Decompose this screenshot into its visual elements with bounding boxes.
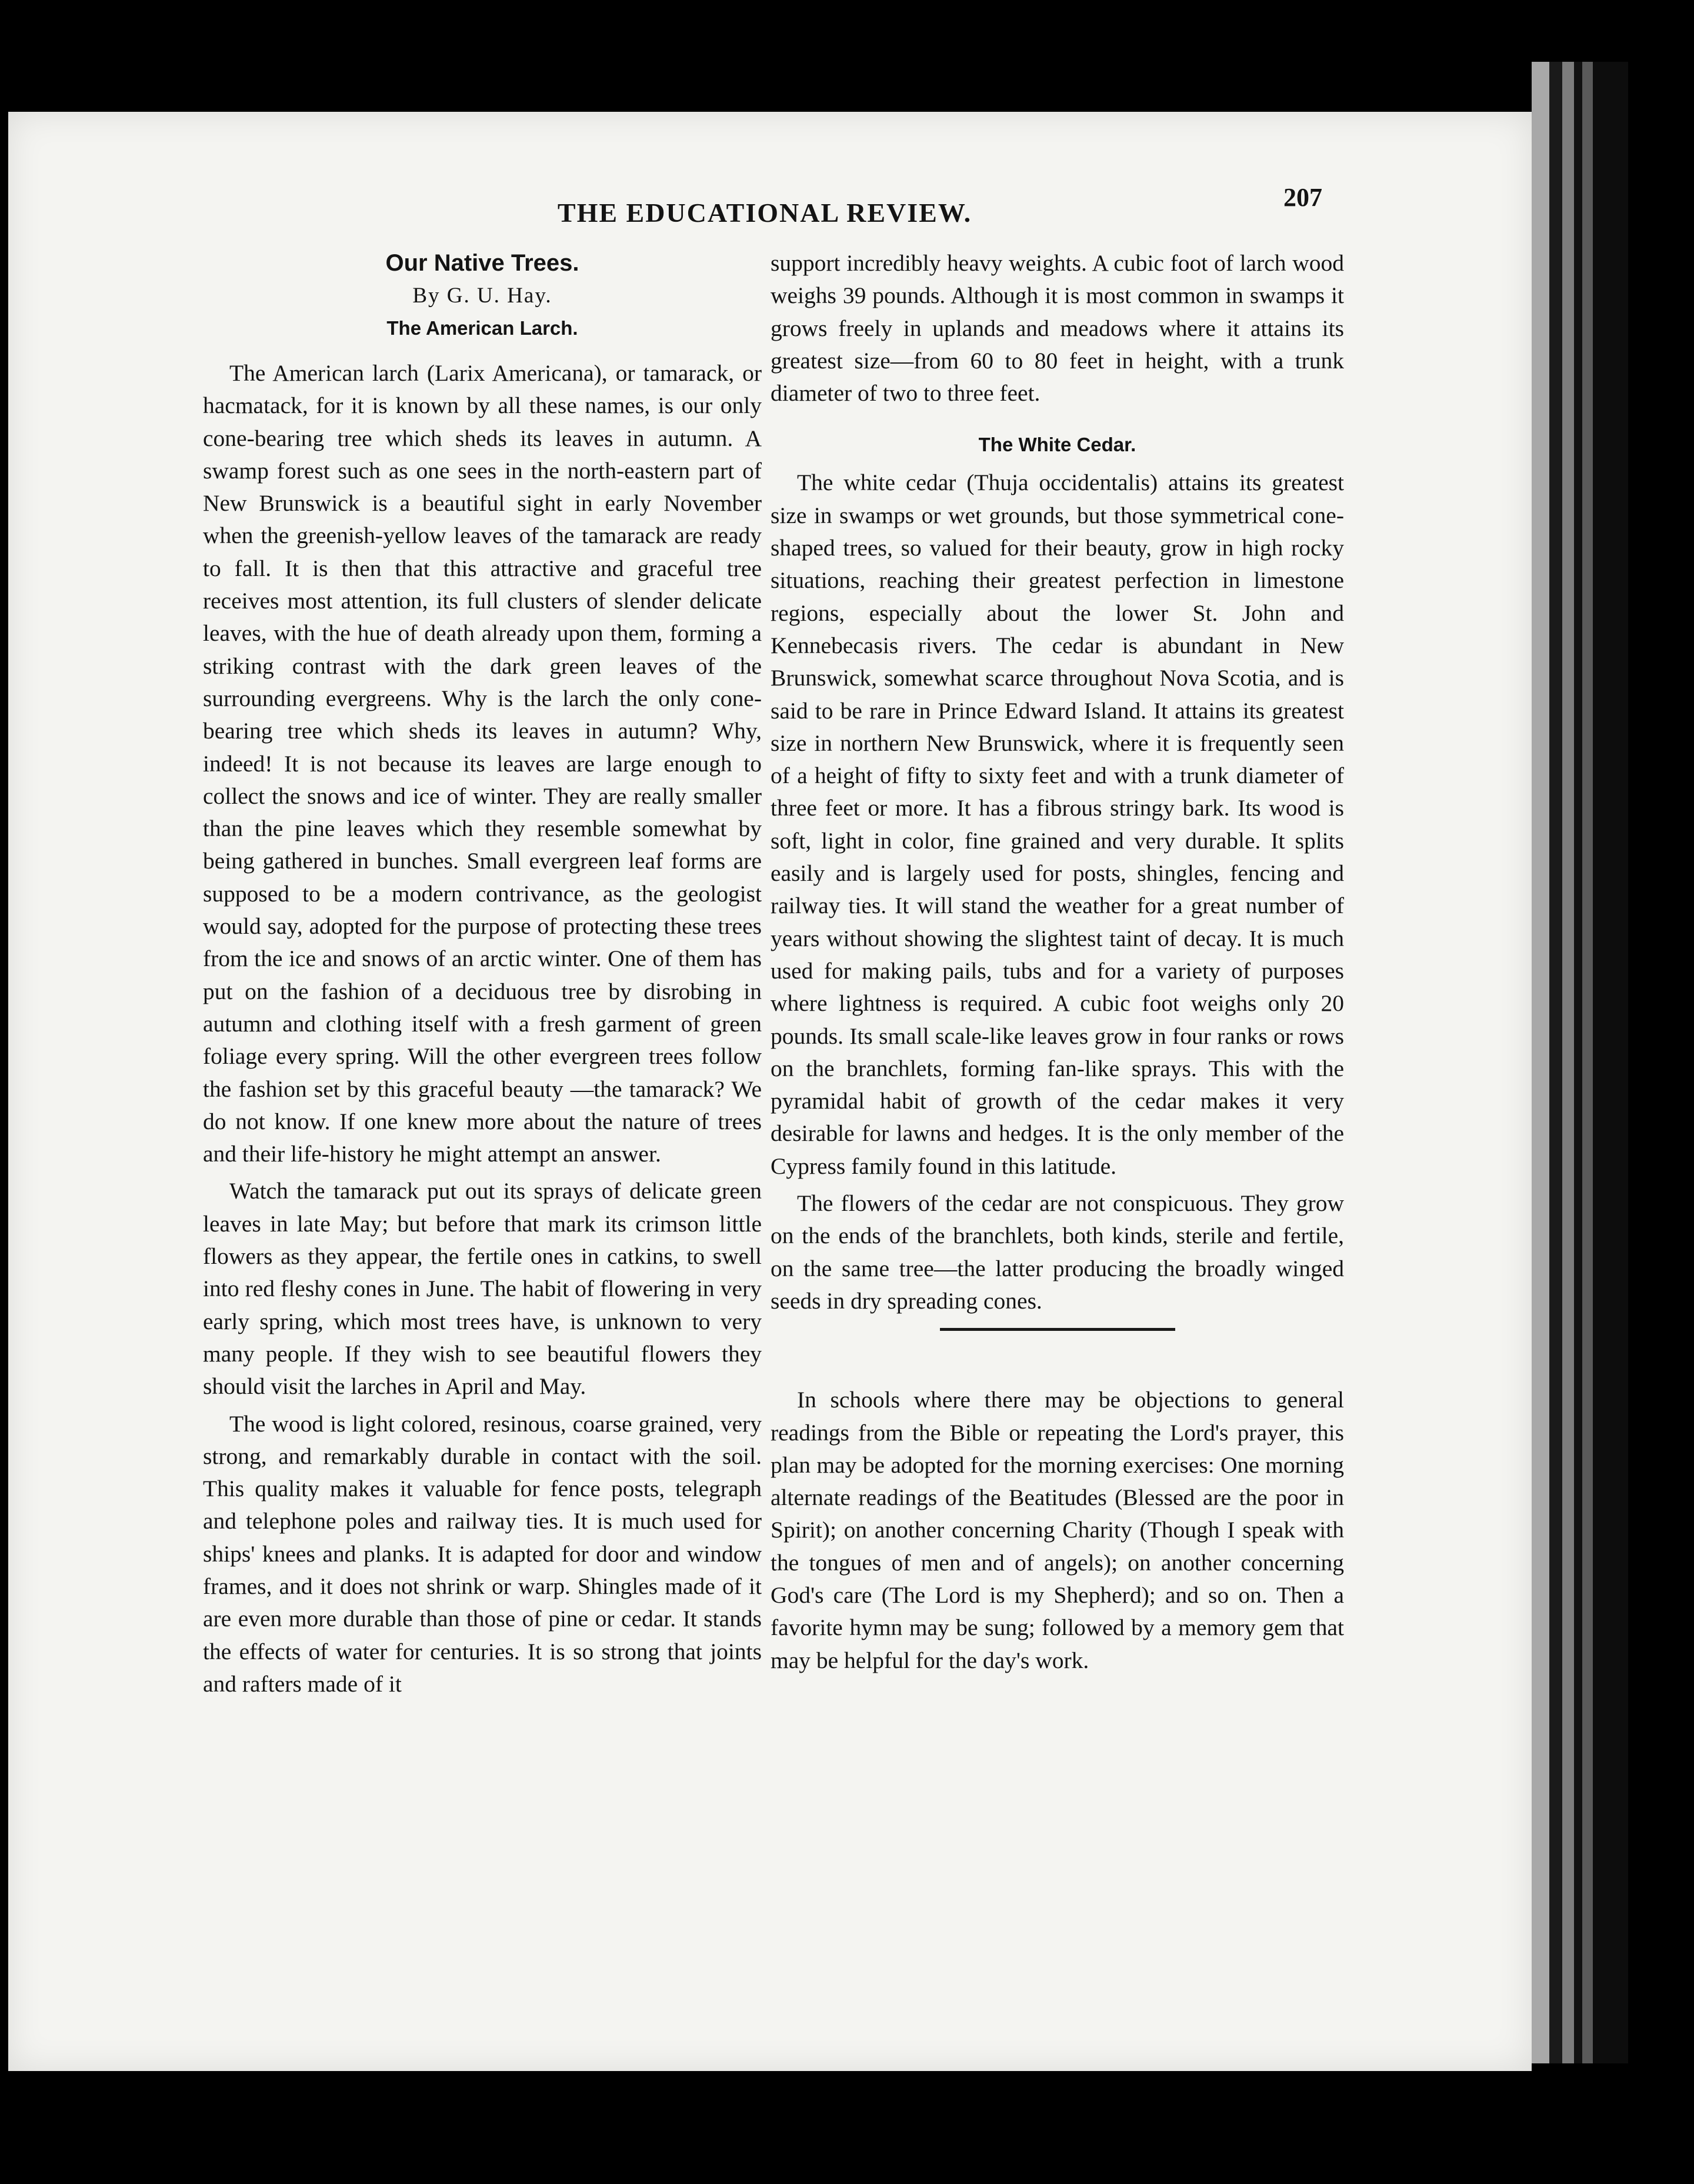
right-column <box>771 247 1344 1677</box>
running-head: THE EDUCATIONAL REVIEW. <box>557 198 972 228</box>
book-edge <box>1549 62 1562 2063</box>
book-edge <box>1582 62 1593 2063</box>
book-edge <box>1574 62 1582 2063</box>
book-edge <box>1532 62 1549 2063</box>
paragraph-continued: support incredibly heavy weights. A cubic foot of larch wood weighs 39 pounds. Although it is most common in swamps it grows freely in uplands and meadows where it attains its greatest size—from 60 to 80 feet in height, with a trunk diameter of two to three feet. <box>771 250 1344 407</box>
paragraph: The white cedar (Thuja occidentalis) attains its greatest size in swamps or wet grounds, but those symmetrical cone-shaped trees, so valued for their beauty, grow in high rocky situations, reaching their greatest perfection in limestone regions, especially about the lower St. John and Kennebecasis rivers. The cedar is abundant in New Brunswick, somewhat scarce throughout Nova Scotia, and is said to be rare in Prince Edward Island. It attains its greatest size in northern New Brunswick, where it is frequently seen of a height of fifty to sixty feet and with a trunk diameter of three feet or more. It has a fibrous stringy bark. Its wood is soft, light in color, fine grained and very durable. It splits easily and is largely used for posts, shingles, fencing and railway ties. It will stand the weather for a great number of years without showing the slightest taint of decay. It is much used for making pails, tubs and for a variety of purposes where lightness is required. A cubic foot weighs only 20 pounds. Its small scale-like leaves grow in four ranks or rows on the branchlets, forming fan-like sprays. This with the pyramidal habit of growth of the cedar makes it very desirable for lawns and hedges. It is the only member of the Cypress family found in this latitude. <box>771 470 1344 1179</box>
book-edge <box>1593 62 1628 2063</box>
book-edge <box>1562 62 1574 2063</box>
paragraph: The flowers of the cedar are not conspicuous. They grow on the ends of the branchlets, both kinds, sterile and fertile, on the same tree—the latter producing the broadly winged seeds in dry spreading cones. <box>771 1190 1344 1314</box>
section-heading-american-larch: The American Larch. <box>386 317 578 339</box>
section-divider-rule <box>940 1328 1175 1331</box>
page-number: 207 <box>1283 183 1322 212</box>
paragraph: The American larch (Larix Americana), or tamarack, or hacmatack, for it is known by all these names, is our only cone-bearing tree which sheds its leaves in autumn. A swamp forest such as one sees in the north-eastern part of New Brunswick is a beautiful sight in early November when the greenish-yellow leaves of the tamarack are ready to fall. It is then that this attractive and graceful tree receives most attention, its full clusters of slender delicate leaves, with the hue of death already upon them, forming a striking contrast with the dark green leaves of the surrounding evergreens. Why is the larch the only cone-bearing tree which sheds its leaves in autumn? Why, indeed! It is not because its leaves are large enough to collect the snows and ice of winter. They are really smaller than the pine leaves which they resemble somewhat by being gathered in bunches. Small evergreen leaf forms are supposed to be a modern contrivance, as the geologist would say, adopted for the purpose of protecting these trees from the ice and snows of an arctic winter. One of them has put on the fashion of a deciduous tree by disrobing in autumn and clothing itself with a fresh garment of green foliage every spring. Will the other evergreen trees follow the fashion set by this graceful beauty —the tamarack? We do not know. If one knew more about the nature of trees and their life-history he might attempt an answer. <box>203 360 762 1167</box>
paragraph: The wood is light colored, resinous, coarse grained, very strong, and remarkably durable in contact with the soil. This quality makes it valuable for fence posts, telegraph and telephone poles and railway ties. It is much used for ships' knees and planks. It is adapted for door and window frames, and it does not shrink or warp. Shingles made of it are even more durable than those of pine or cedar. It stands the effects of water for centuries. It is so strong that joints and rafters made of it <box>203 1410 762 1697</box>
note-paragraph: In schools where there may be objections to general readings from the Bible or repeating the Lord's prayer, this plan may be adopted for the morning exercises: One morning alternate readings of the Beatitudes (Blessed are the poor in Spirit); on another concerning Charity (Though I speak with the tongues of men and of angels); on another concerning God's care (The Lord is my Shepherd); and so on. Then a favorite hymn may be sung; followed by a memory gem that may be helpful for the day's work. <box>771 1387 1344 1673</box>
section-heading-white-cedar: The White Cedar. <box>978 434 1136 456</box>
article-byline: By G. U. Hay. <box>412 284 552 308</box>
left-column <box>203 247 762 1700</box>
article-title: Our Native Trees. <box>385 250 579 276</box>
paragraph: Watch the tamarack put out its sprays of delicate green leaves in late May; but before that mark its crimson little flowers as they appear, the fertile ones in catkins, to swell into red fleshy cones in June. The habit of flowering in very early spring, which most trees have, is unknown to very many people. If they wish to see beautiful flowers they should visit the larches in April and May. <box>203 1178 762 1400</box>
